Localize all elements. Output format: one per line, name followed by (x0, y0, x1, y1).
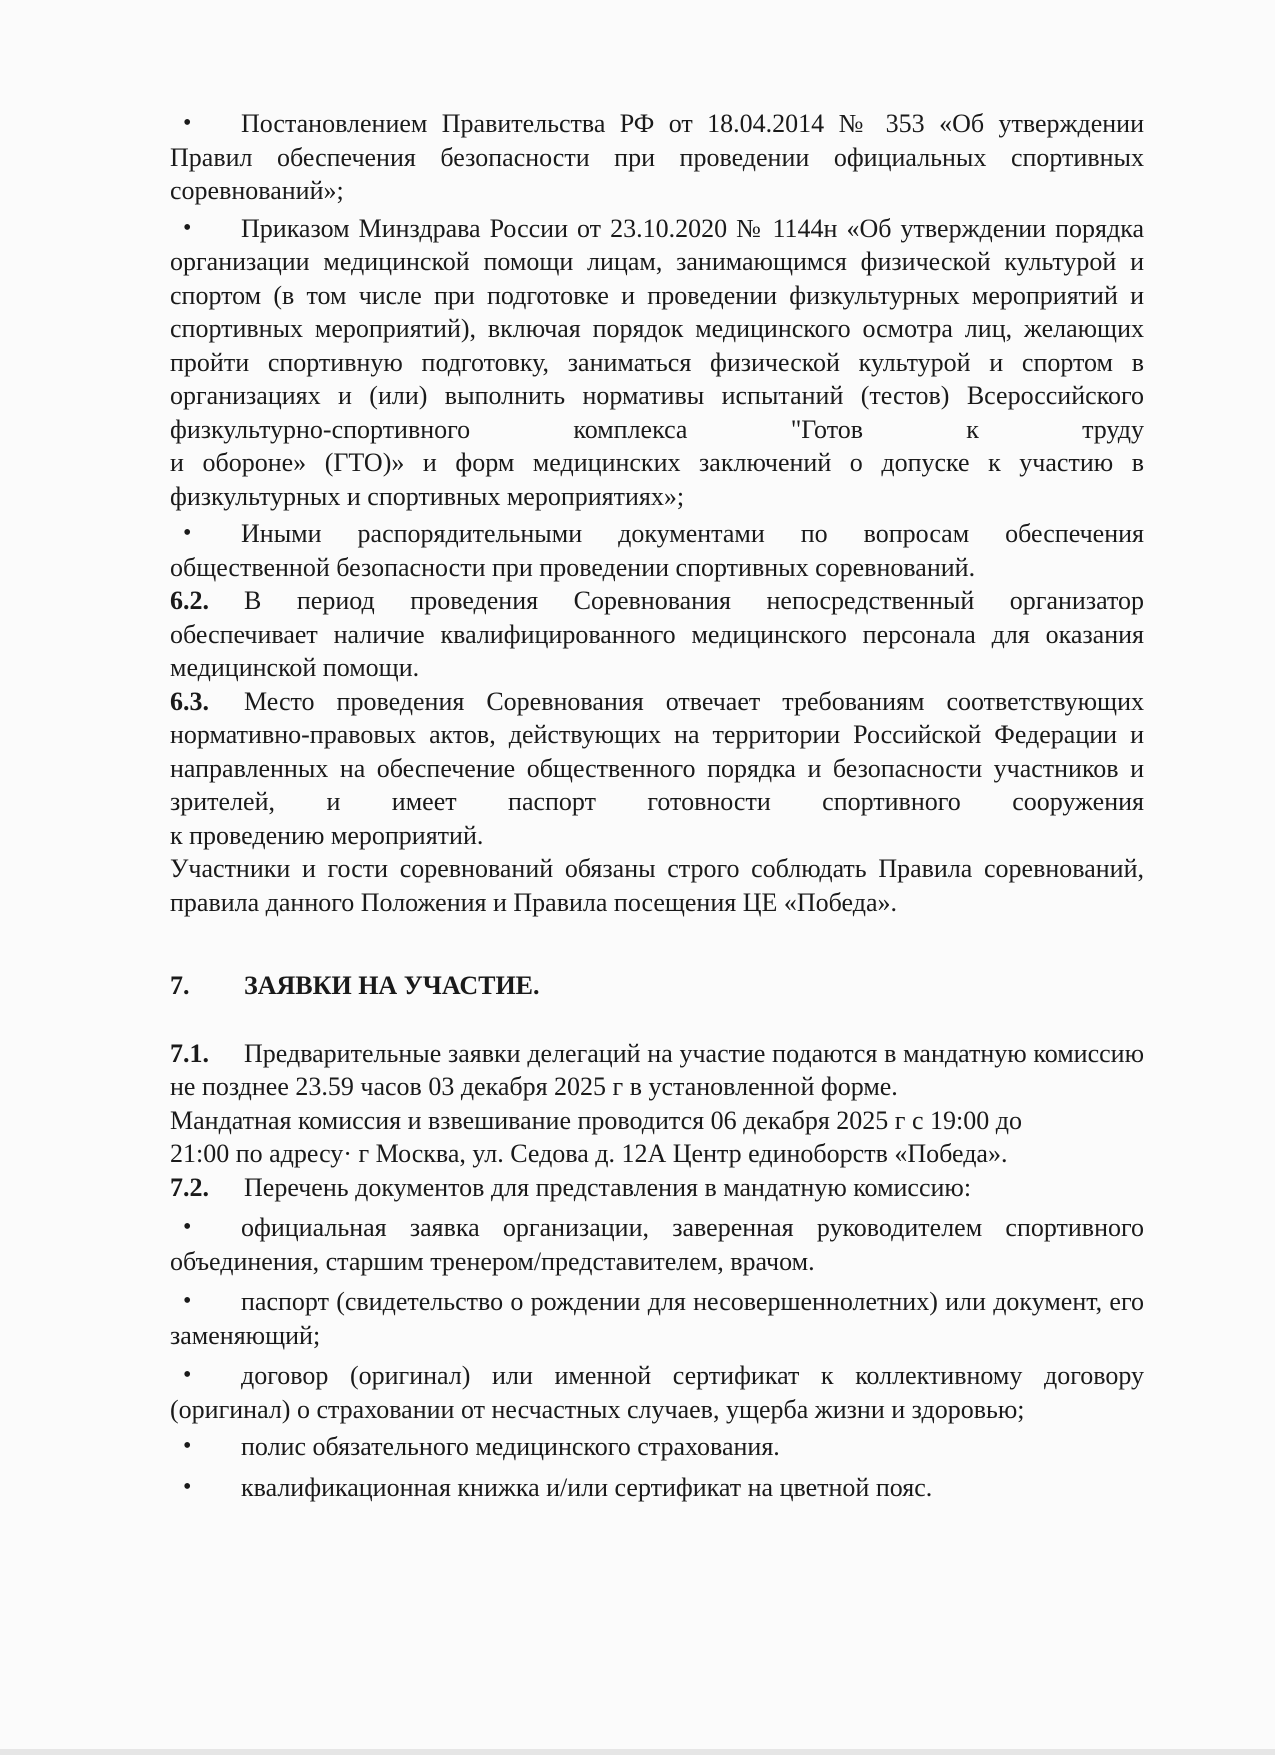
section-7-number: 7. (170, 971, 190, 1000)
paragraph-7-2-text: Перечень документов для представления в мандатную комиссию: (244, 1172, 972, 1202)
paragraph-7-2 (170, 1171, 1144, 1205)
paragraph-6-3-tail: к проведению мероприятий. (170, 820, 484, 850)
bullet-other-documents: • Иными распорядительными документами по вопросам обеспечения общественной безопасности при проведении спортивных соревнований. (170, 517, 1144, 584)
paragraph-6-2 (170, 584, 1144, 685)
paragraph-7-1-commission-line-2: 21:00 по адресу· г Москва, ул. Седова д. 12А Центр единоборств «Победа». (170, 1139, 1008, 1168)
paragraph-7-1-text: Предварительные заявки делегаций на участие подаются в мандатную комиссию не позднее 23.59 часов 03 декабря 2025 г в установленной форме. (170, 1038, 1144, 1101)
scan-bottom-edge (0, 1749, 1275, 1755)
paragraph-6-3 (170, 685, 1144, 819)
document-list-item: • официальная заявка организации, заверенная руководителем спортивного объединения, старшим тренером/представителем, врачом. (170, 1211, 1144, 1278)
document-list-item: • договор (оригинал) или именной сертификат к коллективному договору (оригинал) о страховании от несчастных случаев, ущерба жизни и здоровью; (170, 1359, 1144, 1426)
paragraph-7-1-number: 7.1. (170, 1038, 209, 1068)
section-7-heading (170, 969, 1144, 1003)
document-list-item: • паспорт (свидетельство о рождении для несовершеннолетних) или документ, его заменяющий; (170, 1285, 1144, 1352)
paragraph-6-3-text: Место проведения Соревнования отвечает требованиям соответствующих нормативно-правовых актов, действующих на территории Российской Федерации и направленных на обеспечение общественного порядка и безопасности участников и зрителей, и имеет паспорт готовности спортивного сооружения (170, 686, 1144, 816)
paragraph-6-2-number: 6.2. (170, 586, 209, 615)
paragraph-7-1-commission-line-1: Мандатная комиссия и взвешивание проводится 06 декабря 2025 г с 19:00 до (170, 1105, 1022, 1135)
paragraph-7-1 (170, 1037, 1144, 1104)
document-list-item: • квалификационная книжка и/или сертификат на цветной пояс. (170, 1471, 1144, 1505)
paragraph-6-2-text: В период проведения Соревнования непосредственный организатор обеспечивает наличие квалифицированного медицинского персонала для оказания медицинской помощи. (170, 586, 1144, 682)
section-7-title: ЗАЯВКИ НА УЧАСТИЕ. (244, 971, 540, 1000)
document-body (170, 107, 1144, 1504)
paragraph-7-2-number: 7.2. (170, 1172, 209, 1202)
bullet-minzdrav-order: • Приказом Минздрава России от 23.10.2020 № 1144н «Об утверждении порядка организации медицинской помощи лицам, занимающимся физической культурой и спортом (в том числе при подготовке и проведении физкультурных мероприятий и спортивных мероприятий), включая порядок медицинского осмотра лиц, желающих пройти спортивную подготовку, заниматься физической культурой и спортом в организациях и (или) выполнить нормативы испытаний (тестов) Всероссийского физкультурно-спортивного комплекса "Готов к труду (170, 212, 1144, 447)
paragraph-6-3-number: 6.3. (170, 686, 209, 716)
bullet-government-decree: • Постановлением Правительства РФ от 18.04.2014 № 353 «Об утверждении Правил обеспечения безопасности при проведении официальных спортивных соревнований»; (170, 107, 1144, 208)
paragraph-rules: Участники и гости соревнований обязаны строго соблюдать Правила соревнований, правила данного Положения и Правила посещения ЦЕ «Победа». (170, 854, 1144, 917)
document-list-item: • полис обязательного медицинского страхования. (170, 1430, 1144, 1464)
bullet-minzdrav-order-continuation: и обороне» (ГТО)» и форм медицинских заключений о допуске к участию в физкультурных и спортивных мероприятиях»; (170, 448, 1144, 511)
